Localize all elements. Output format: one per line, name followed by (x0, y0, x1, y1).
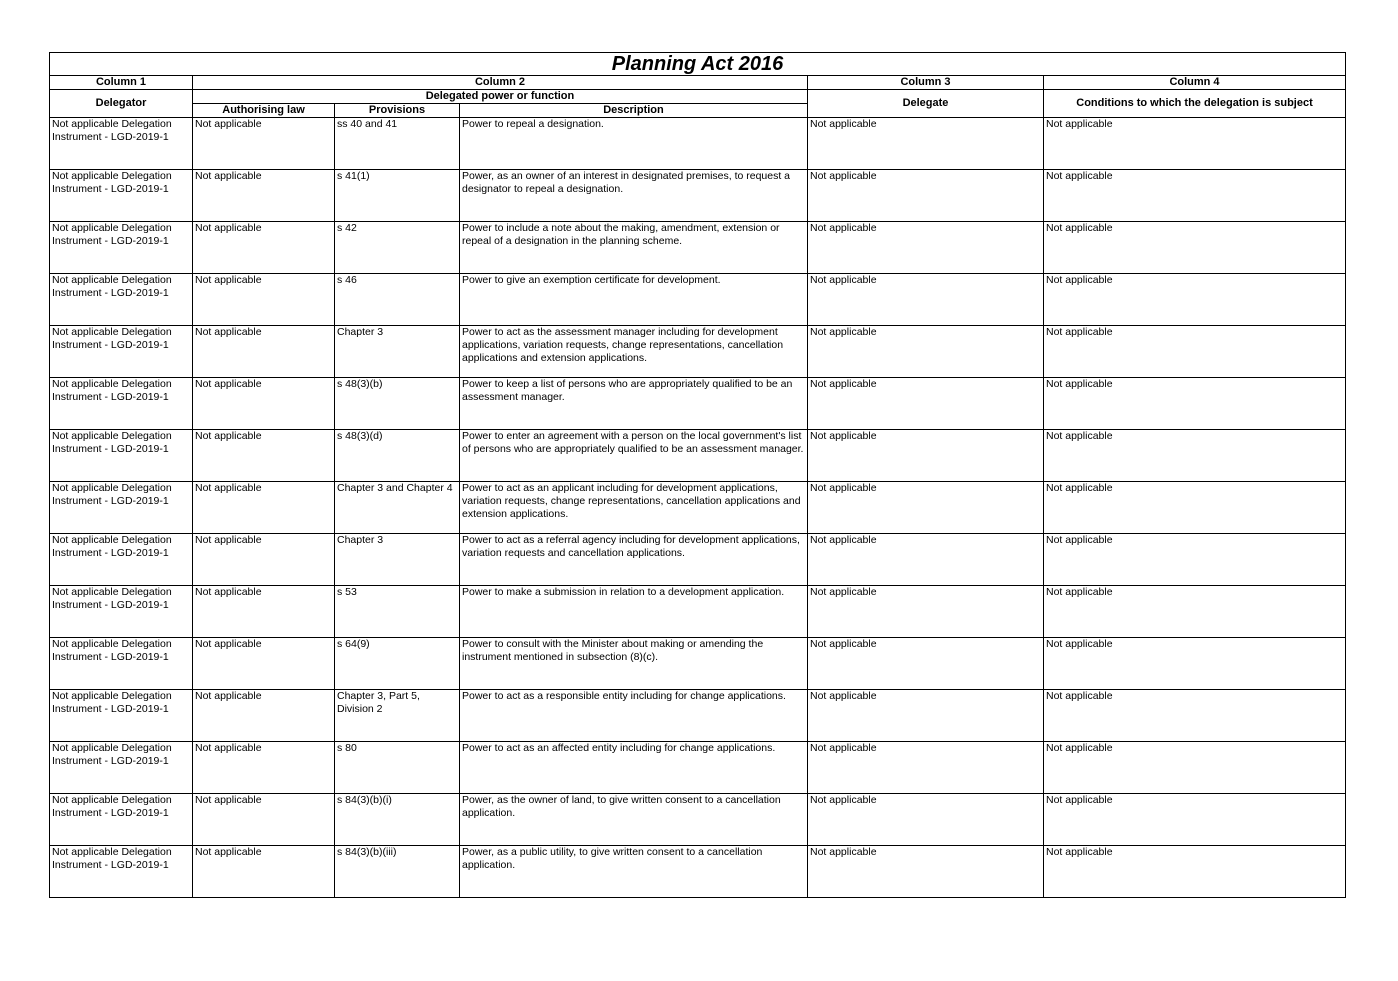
authorising-law-header: Authorising law (193, 104, 335, 118)
provisions-cell: s 84(3)(b)(i) (335, 794, 460, 846)
conditions-cell: Not applicable (1044, 274, 1346, 326)
conditions-cell: Not applicable (1044, 118, 1346, 170)
table-row (50, 534, 1346, 586)
delegate-cell: Not applicable (808, 690, 1044, 742)
conditions-cell: Not applicable (1044, 482, 1346, 534)
provisions-cell: s 41(1) (335, 170, 460, 222)
delegate-cell: Not applicable (808, 274, 1044, 326)
provisions-cell: Chapter 3 and Chapter 4 (335, 482, 460, 534)
provisions-cell: s 80 (335, 742, 460, 794)
conditions-header: Conditions to which the delegation is subject (1044, 90, 1346, 118)
description-cell: Power to act as an applicant including for development applications, variation requests, change representations, cancellation applications and extension applications. (460, 482, 808, 534)
delegator-cell: Not applicable Delegation Instrument - LGD-2019-1 (50, 430, 193, 482)
delegator-cell: Not applicable Delegation Instrument - LGD-2019-1 (50, 378, 193, 430)
provisions-cell: Chapter 3, Part 5, Division 2 (335, 690, 460, 742)
conditions-cell: Not applicable (1044, 586, 1346, 638)
delegator-cell: Not applicable Delegation Instrument - LGD-2019-1 (50, 534, 193, 586)
conditions-cell: Not applicable (1044, 378, 1346, 430)
description-cell: Power, as a public utility, to give written consent to a cancellation application. (460, 846, 808, 898)
authorising-law-cell: Not applicable (193, 742, 335, 794)
delegator-cell: Not applicable Delegation Instrument - LGD-2019-1 (50, 170, 193, 222)
conditions-cell: Not applicable (1044, 846, 1346, 898)
table-row (50, 118, 1346, 170)
table-row (50, 846, 1346, 898)
description-cell: Power to enter an agreement with a person on the local government's list of persons who are appropriately qualified to be an assessment manager. (460, 430, 808, 482)
delegate-cell: Not applicable (808, 118, 1044, 170)
authorising-law-cell: Not applicable (193, 274, 335, 326)
authorising-law-cell: Not applicable (193, 430, 335, 482)
table-row (50, 482, 1346, 534)
delegate-cell: Not applicable (808, 326, 1044, 378)
delegator-cell: Not applicable Delegation Instrument - LGD-2019-1 (50, 274, 193, 326)
page-title: Planning Act 2016 (50, 53, 1346, 76)
conditions-cell: Not applicable (1044, 534, 1346, 586)
table-row (50, 690, 1346, 742)
authorising-law-cell: Not applicable (193, 794, 335, 846)
authorising-law-cell: Not applicable (193, 690, 335, 742)
table-row (50, 378, 1346, 430)
conditions-cell: Not applicable (1044, 690, 1346, 742)
table-row (50, 430, 1346, 482)
delegate-header: Delegate (808, 90, 1044, 118)
authorising-law-cell: Not applicable (193, 326, 335, 378)
delegator-cell: Not applicable Delegation Instrument - LGD-2019-1 (50, 846, 193, 898)
description-header: Description (460, 104, 808, 118)
delegate-cell: Not applicable (808, 170, 1044, 222)
provisions-cell: s 48(3)(d) (335, 430, 460, 482)
table-row (50, 170, 1346, 222)
description-cell: Power to give an exemption certificate for development. (460, 274, 808, 326)
delegator-cell: Not applicable Delegation Instrument - LGD-2019-1 (50, 638, 193, 690)
description-cell: Power to act as a responsible entity including for change applications. (460, 690, 808, 742)
provisions-cell: s 84(3)(b)(iii) (335, 846, 460, 898)
table-row (50, 794, 1346, 846)
delegate-cell: Not applicable (808, 638, 1044, 690)
delegate-cell: Not applicable (808, 482, 1044, 534)
conditions-cell: Not applicable (1044, 326, 1346, 378)
delegate-cell: Not applicable (808, 586, 1044, 638)
delegate-cell: Not applicable (808, 846, 1044, 898)
table-row (50, 222, 1346, 274)
delegated-power-header: Delegated power or function (193, 90, 808, 104)
table-row (50, 274, 1346, 326)
delegator-cell: Not applicable Delegation Instrument - LGD-2019-1 (50, 482, 193, 534)
conditions-cell: Not applicable (1044, 638, 1346, 690)
delegator-cell: Not applicable Delegation Instrument - LGD-2019-1 (50, 586, 193, 638)
table-body (50, 118, 1346, 898)
description-cell: Power, as an owner of an interest in designated premises, to request a designator to repeal a designation. (460, 170, 808, 222)
authorising-law-cell: Not applicable (193, 170, 335, 222)
table-row (50, 586, 1346, 638)
table-row (50, 742, 1346, 794)
authorising-law-cell: Not applicable (193, 378, 335, 430)
delegate-cell: Not applicable (808, 222, 1044, 274)
conditions-cell: Not applicable (1044, 170, 1346, 222)
delegate-cell: Not applicable (808, 430, 1044, 482)
delegate-cell: Not applicable (808, 534, 1044, 586)
description-cell: Power to keep a list of persons who are appropriately qualified to be an assessment manager. (460, 378, 808, 430)
description-cell: Power to act as a referral agency including for development applications, variation requests and cancellation applications. (460, 534, 808, 586)
provisions-cell: s 64(9) (335, 638, 460, 690)
conditions-cell: Not applicable (1044, 222, 1346, 274)
conditions-cell: Not applicable (1044, 742, 1346, 794)
delegator-cell: Not applicable Delegation Instrument - LGD-2019-1 (50, 222, 193, 274)
delegator-cell: Not applicable Delegation Instrument - LGD-2019-1 (50, 326, 193, 378)
delegate-cell: Not applicable (808, 794, 1044, 846)
description-cell: Power to repeal a designation. (460, 118, 808, 170)
authorising-law-cell: Not applicable (193, 534, 335, 586)
authorising-law-cell: Not applicable (193, 482, 335, 534)
column-3-header: Column 3 (808, 76, 1044, 90)
provisions-cell: ss 40 and 41 (335, 118, 460, 170)
delegate-cell: Not applicable (808, 378, 1044, 430)
provisions-cell: s 48(3)(b) (335, 378, 460, 430)
description-cell: Power to act as the assessment manager including for development applications, variation requests, change representations, cancellation applications and extension applications. (460, 326, 808, 378)
conditions-cell: Not applicable (1044, 794, 1346, 846)
authorising-law-cell: Not applicable (193, 118, 335, 170)
authorising-law-cell: Not applicable (193, 586, 335, 638)
description-cell: Power to include a note about the making, amendment, extension or repeal of a designation in the planning scheme. (460, 222, 808, 274)
provisions-cell: Chapter 3 (335, 534, 460, 586)
delegator-header: Delegator (50, 90, 193, 118)
delegate-cell: Not applicable (808, 742, 1044, 794)
column-4-header: Column 4 (1044, 76, 1346, 90)
delegation-table (49, 52, 1346, 898)
table-row (50, 638, 1346, 690)
description-cell: Power to act as an affected entity including for change applications. (460, 742, 808, 794)
column-2-header: Column 2 (193, 76, 808, 90)
authorising-law-cell: Not applicable (193, 222, 335, 274)
conditions-cell: Not applicable (1044, 430, 1346, 482)
provisions-cell: s 53 (335, 586, 460, 638)
description-cell: Power to make a submission in relation to a development application. (460, 586, 808, 638)
provisions-cell: Chapter 3 (335, 326, 460, 378)
authorising-law-cell: Not applicable (193, 638, 335, 690)
authorising-law-cell: Not applicable (193, 846, 335, 898)
table-row (50, 326, 1346, 378)
description-cell: Power to consult with the Minister about making or amending the instrument mentioned in subsection (8)(c). (460, 638, 808, 690)
description-cell: Power, as the owner of land, to give written consent to a cancellation application. (460, 794, 808, 846)
provisions-cell: s 42 (335, 222, 460, 274)
delegator-cell: Not applicable Delegation Instrument - LGD-2019-1 (50, 690, 193, 742)
delegator-cell: Not applicable Delegation Instrument - LGD-2019-1 (50, 742, 193, 794)
provisions-cell: s 46 (335, 274, 460, 326)
delegator-cell: Not applicable Delegation Instrument - LGD-2019-1 (50, 118, 193, 170)
provisions-header: Provisions (335, 104, 460, 118)
delegator-cell: Not applicable Delegation Instrument - LGD-2019-1 (50, 794, 193, 846)
column-1-header: Column 1 (50, 76, 193, 90)
